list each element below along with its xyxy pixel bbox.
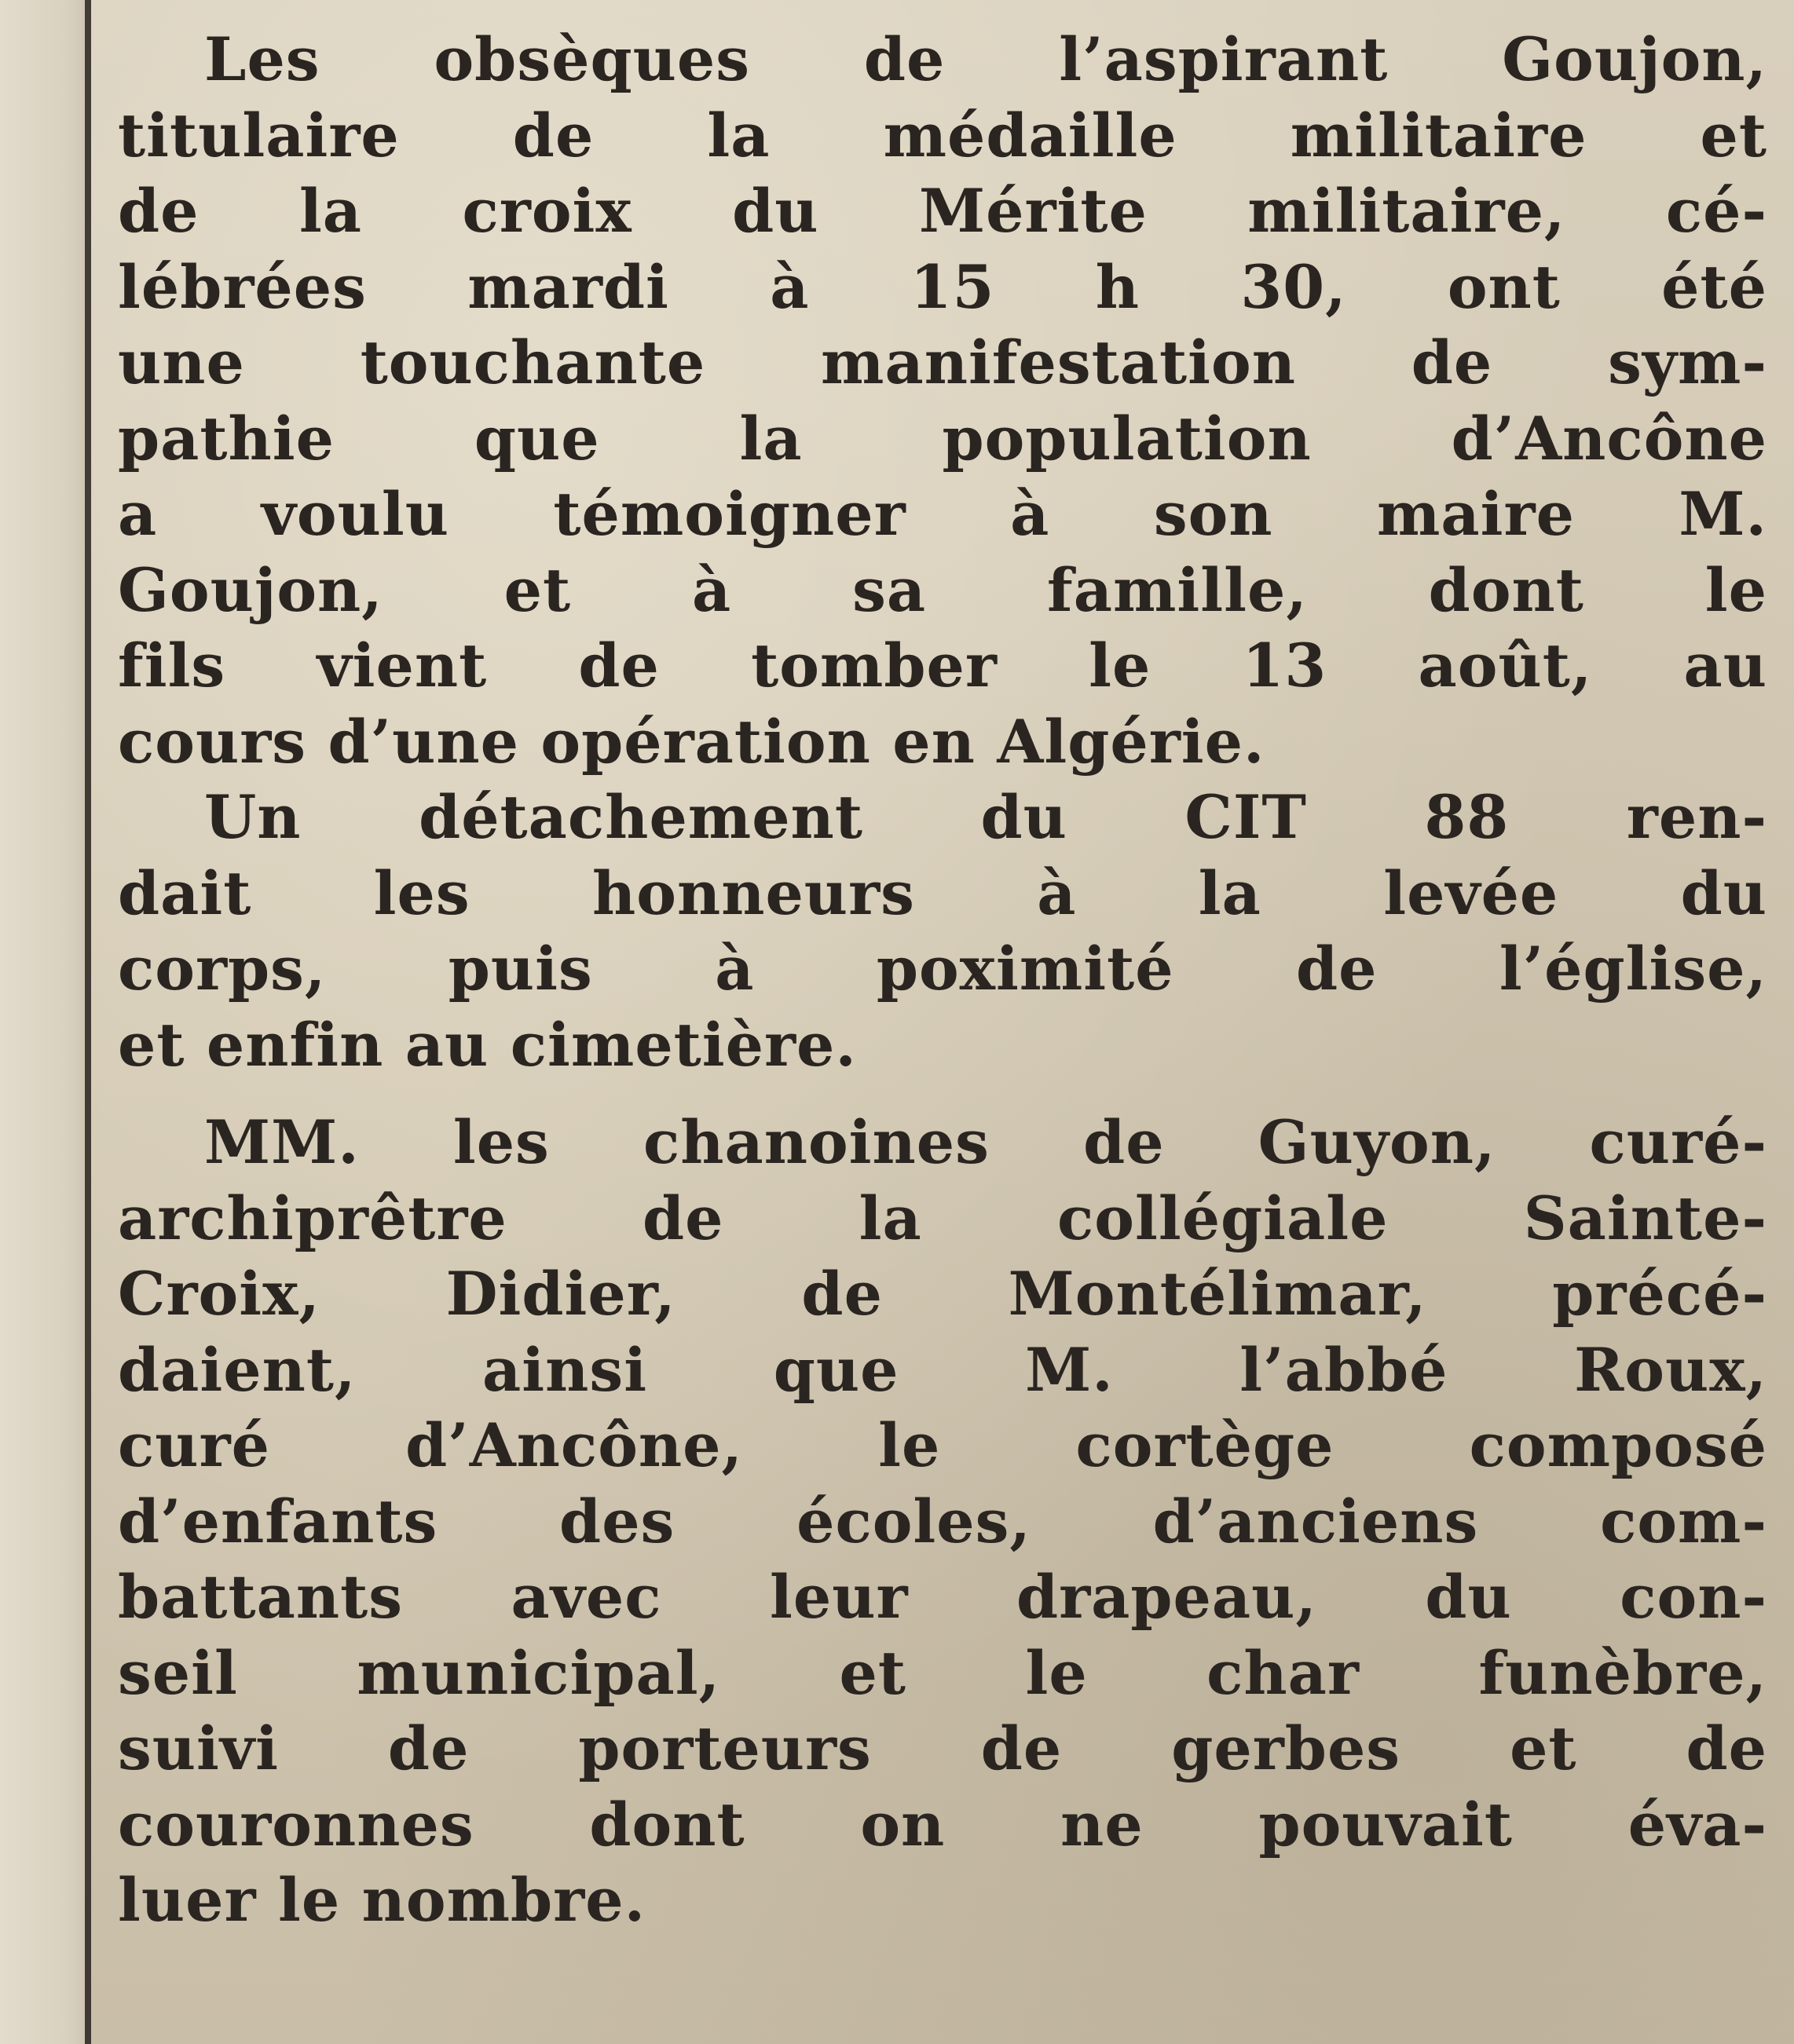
text-line: Les obsèques de l’aspirant Goujon, <box>204 24 1767 94</box>
text-line: luer le nombre. <box>118 1865 646 1935</box>
text-line: et enfin au cimetière. <box>118 1009 857 1080</box>
text-line: MM. les chanoines de Guyon, curé- <box>204 1107 1767 1177</box>
text-line: seil municipal, et le char funèbre, <box>118 1637 1767 1708</box>
text-line: daient, ainsi que M. l’abbé Roux, <box>118 1334 1767 1405</box>
text-line: a voulu témoigner à son maire M. <box>118 479 1767 549</box>
text-line: cours d’une opération en Algérie. <box>118 706 1265 777</box>
text-line: archiprêtre de la collégiale Sainte- <box>118 1183 1767 1253</box>
text-line: corps, puis à poximité de l’église, <box>118 934 1767 1004</box>
text-line: lébrées mardi à 15 h 30, ont été <box>118 251 1767 322</box>
text-line: curé d’Ancône, le cortège composé <box>118 1410 1767 1480</box>
text-line: une touchante manifestation de sym- <box>118 327 1767 397</box>
column-rule <box>85 0 91 2044</box>
text-line: fils vient de tomber le 13 août, au <box>118 631 1767 700</box>
paragraph-1 <box>118 22 1767 780</box>
text-line: titulaire de la médaille militaire et <box>118 100 1767 170</box>
text-line: Croix, Didier, de Montélimar, précé- <box>118 1259 1767 1329</box>
text-line: dait les honneurs à la levée du <box>118 857 1767 928</box>
text-line: d’enfants des écoles, d’anciens com- <box>118 1486 1767 1556</box>
text-line: couronnes dont on ne pouvait éva- <box>118 1789 1767 1859</box>
paragraph-spacer <box>118 1083 1767 1105</box>
paragraph-2 <box>118 780 1767 1083</box>
paragraph-3 <box>118 1105 1767 1939</box>
text-line: de la croix du Mérite militaire, cé- <box>118 176 1767 246</box>
text-line: pathie que la population d’Ancône <box>118 403 1767 474</box>
text-line: Goujon, et à sa famille, dont le <box>118 554 1767 625</box>
page-margin <box>0 0 85 2044</box>
article-text <box>118 22 1767 2032</box>
text-line: Un détachement du CIT 88 ren- <box>204 782 1767 852</box>
text-line: battants avec leur drapeau, du con- <box>118 1562 1767 1632</box>
text-line: suivi de porteurs de gerbes et de <box>118 1713 1767 1783</box>
